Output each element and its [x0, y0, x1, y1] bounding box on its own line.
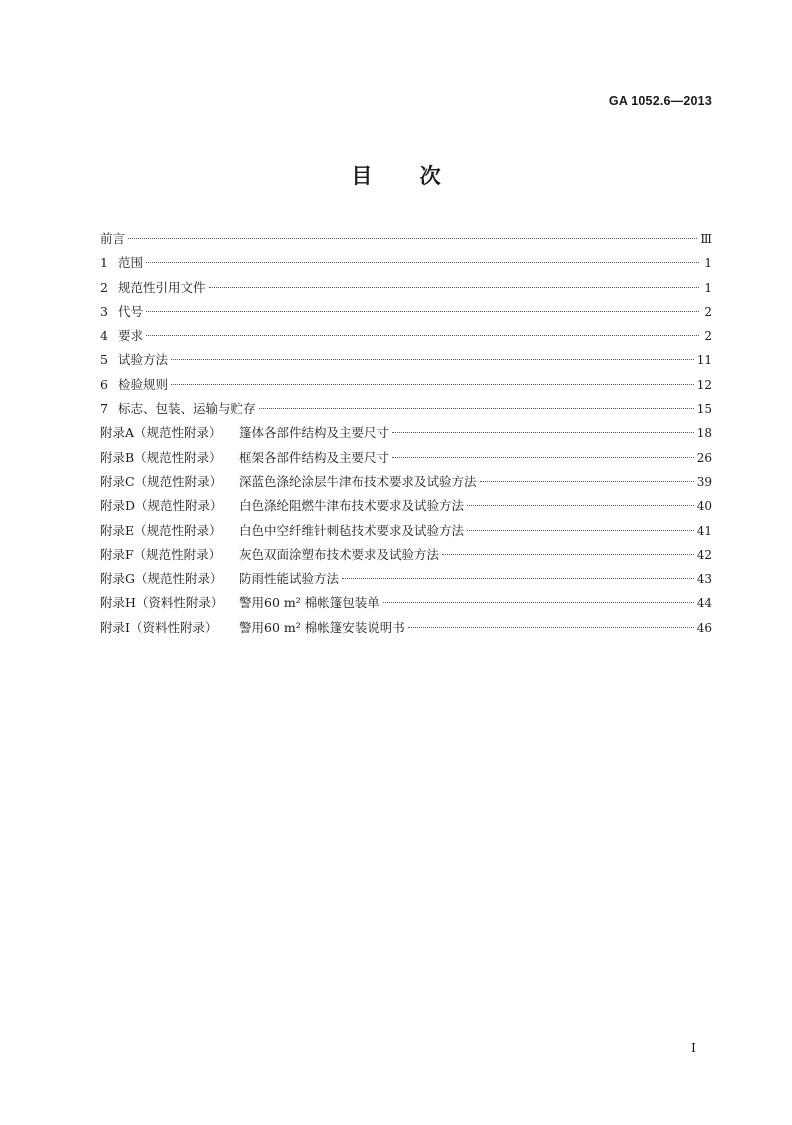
- toc-entry-label-group: [100, 303, 143, 321]
- toc-entry-label-group: [100, 473, 477, 491]
- toc-entry-appendix-head: 附录E（规范性附录）: [100, 522, 222, 538]
- toc-entry-number: 7: [100, 401, 108, 417]
- toc-entry-label-group: [100, 376, 168, 394]
- toc-leader-dots: [467, 530, 694, 531]
- toc-entry[interactable]: [100, 473, 712, 497]
- toc-leader-dots: [342, 578, 694, 579]
- document-code: GA 1052.6—2013: [608, 94, 712, 108]
- toc-entry[interactable]: [100, 619, 712, 643]
- toc-entry-appendix-head: 附录G（规范性附录）: [100, 571, 223, 587]
- toc-leader-dots: [209, 287, 699, 288]
- toc-entry-number: 3: [100, 303, 108, 319]
- toc-entry-title: 试验方法: [118, 352, 169, 368]
- toc-entry[interactable]: [100, 327, 712, 351]
- page-number: I: [691, 1040, 696, 1055]
- toc-entry-title: 要求: [118, 328, 144, 344]
- toc-entry-title: 警用60 m² 棉帐篷安装说明书: [239, 619, 405, 635]
- toc-leader-dots: [408, 627, 694, 628]
- toc-entry-page: 2: [704, 329, 712, 344]
- toc-entry[interactable]: [100, 254, 712, 278]
- toc-entry-label-group: [100, 546, 439, 564]
- toc-entry-title: 标志、包装、运输与贮存: [118, 401, 256, 417]
- toc-leader-dots: [392, 432, 694, 433]
- toc-entry[interactable]: [100, 570, 712, 594]
- toc-entry-title: 灰色双面涂塑布技术要求及试验方法: [239, 546, 440, 562]
- toc-entry-appendix-head: 附录F（规范性附录）: [100, 546, 222, 562]
- toc-entry-title: 防雨性能试验方法: [239, 571, 340, 587]
- toc-entry-page: 18: [696, 426, 712, 441]
- toc-entry[interactable]: [100, 522, 712, 546]
- toc-entry-appendix-head: 附录H（资料性附录）: [100, 595, 224, 611]
- toc-entry-title: 白色涤纶阻燃牛津布技术要求及试验方法: [239, 498, 465, 514]
- toc-entry[interactable]: [100, 594, 712, 618]
- toc-leader-dots: [259, 408, 694, 409]
- toc-leader-dots: [392, 457, 694, 458]
- toc-entry-title: 篷体各部件结构及主要尺寸: [239, 425, 390, 441]
- toc-leader-dots: [171, 384, 694, 385]
- toc-entry-title: 前言: [100, 231, 126, 246]
- toc-entry-label-group: [100, 522, 464, 540]
- toc-entry-number: 2: [100, 279, 108, 295]
- toc-entry-page: 39: [696, 474, 712, 489]
- toc-leader-dots: [171, 359, 694, 360]
- toc-leader-dots: [467, 505, 694, 506]
- toc-entry-page: 43: [696, 572, 712, 587]
- toc-entry-label-group: [100, 351, 168, 369]
- toc-entry[interactable]: [100, 279, 712, 303]
- toc-entry-page: 44: [696, 596, 712, 611]
- toc-entry-label-group: [100, 619, 405, 637]
- toc-entry-page: Ⅲ: [700, 232, 712, 246]
- toc-entry-label-group: [100, 424, 389, 442]
- toc-entry-title: 白色中空纤维针刺毡技术要求及试验方法: [239, 522, 465, 538]
- toc-entry-number: 5: [100, 352, 108, 368]
- toc-entry-page: 2: [704, 304, 712, 319]
- toc-leader-dots: [383, 602, 694, 603]
- toc-entry-appendix-head: 附录I（资料性附录）: [100, 619, 218, 635]
- toc-entry-label-group: [100, 449, 389, 467]
- toc-entry[interactable]: [100, 351, 712, 375]
- toc-entry-title: 范围: [118, 255, 144, 271]
- toc-entry-title: 深蓝色涤纶涂层牛津布技术要求及试验方法: [239, 473, 477, 489]
- toc-entry-title: 警用60 m² 棉帐篷包装单: [239, 595, 380, 611]
- toc-entry-page: 40: [696, 499, 712, 514]
- toc-entry-appendix-head: 附录A（规范性附录）: [100, 425, 222, 441]
- toc-entry-title: 检验规则: [118, 376, 169, 392]
- toc-entry-label-group: [100, 230, 125, 248]
- toc-entry-page: 12: [696, 377, 712, 392]
- toc-entry-page: 15: [696, 402, 712, 417]
- toc-entry[interactable]: [100, 400, 712, 424]
- toc-title: 目 次: [351, 164, 441, 188]
- toc-entry-page: 1: [704, 256, 712, 271]
- toc-entry-label-group: [100, 400, 256, 418]
- toc-entry[interactable]: [100, 424, 712, 448]
- toc-entry-page: 42: [696, 547, 712, 562]
- toc-entry-title: 框架各部件结构及主要尺寸: [239, 449, 390, 465]
- toc-leader-dots: [442, 554, 694, 555]
- toc-entry-label-group: [100, 594, 380, 612]
- toc-leader-dots: [146, 262, 699, 263]
- toc-entry[interactable]: [100, 376, 712, 400]
- toc-entry-page: 11: [696, 353, 712, 368]
- toc-entry[interactable]: [100, 449, 712, 473]
- toc-entry-page: 41: [696, 523, 712, 538]
- toc-entry-title: 代号: [118, 303, 144, 319]
- toc-entry[interactable]: [100, 303, 712, 327]
- toc-entry-number: 6: [100, 376, 108, 392]
- toc-entry-page: 26: [696, 450, 712, 465]
- toc-entry-page: 46: [696, 620, 712, 635]
- toc-entry[interactable]: [100, 546, 712, 570]
- toc-entry-number: 4: [100, 328, 108, 344]
- toc-entry[interactable]: [100, 497, 712, 521]
- toc-leader-dots: [480, 481, 694, 482]
- toc-entry-label-group: [100, 497, 464, 515]
- toc-entry-number: 1: [100, 255, 108, 271]
- toc-entry-title: 规范性引用文件: [118, 279, 206, 295]
- toc-entry-page: 1: [704, 280, 712, 295]
- toc-entry-label-group: [100, 254, 143, 272]
- toc-entry-label-group: [100, 570, 339, 588]
- toc-leader-dots: [128, 238, 697, 239]
- toc-leader-dots: [146, 335, 699, 336]
- toc-entry[interactable]: [100, 230, 712, 254]
- toc-entry-appendix-head: 附录C（规范性附录）: [100, 473, 223, 489]
- toc-entry-appendix-head: 附录D（规范性附录）: [100, 498, 223, 514]
- toc-entry-label-group: [100, 279, 206, 297]
- toc-entry-appendix-head: 附录B（规范性附录）: [100, 449, 222, 465]
- table-of-contents: [100, 230, 712, 643]
- toc-leader-dots: [146, 311, 699, 312]
- toc-entry-label-group: [100, 327, 143, 345]
